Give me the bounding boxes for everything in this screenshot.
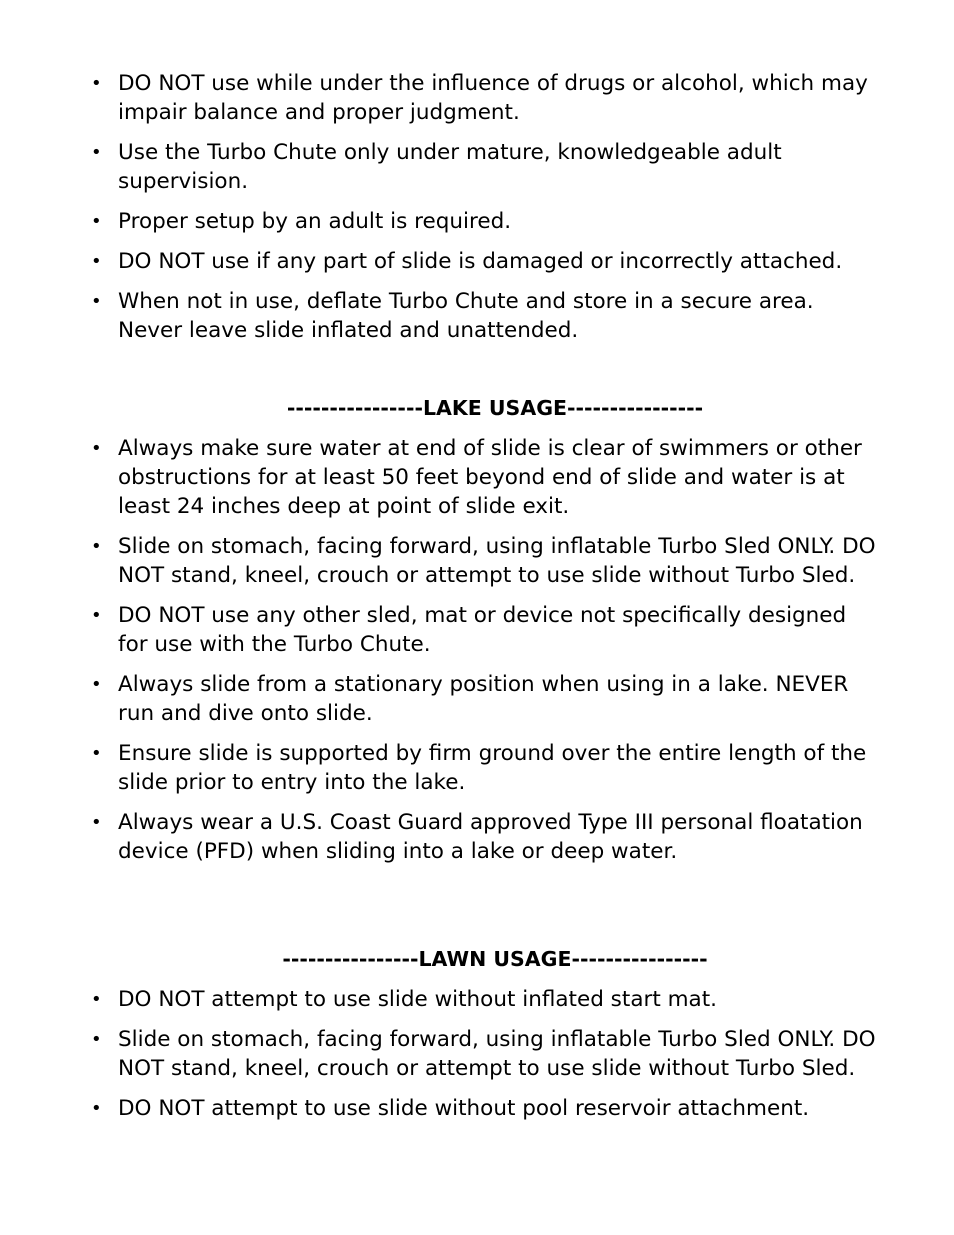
bullet-icon: • [91,438,102,459]
list-item-text: Slide on stomach, facing forward, using inflatable Turbo Sled ONLY. DO NOT stand, kneel, crouch or attempt to use slide without Turbo Sled. [118,1027,876,1081]
bullet-icon: • [91,1098,102,1119]
lawn-usage-heading: ----------------LAWN USAGE---------------- [282,947,708,971]
bullet-icon: • [91,743,102,764]
list-item [0,138,878,196]
list-item [0,670,878,728]
general-safety-list [0,69,954,356]
list-item-text: Proper setup by an adult is required. [118,209,512,234]
bullet-icon: • [91,211,102,232]
lawn-usage-list [0,985,954,1134]
list-item-text: DO NOT attempt to use slide without pool reservoir attachment. [118,1096,810,1121]
list-item [0,739,878,797]
list-item [0,247,878,276]
bullet-icon: • [91,251,102,272]
bullet-icon: • [91,291,102,312]
list-item [0,69,878,127]
list-item-text: Always make sure water at end of slide is clear of swimmers or other obstructions for at least 50 feet beyond end of slide and water is at least 24 inches deep at point of slide exit. [118,436,862,519]
list-item-text: When not in use, deflate Turbo Chute and store in a secure area. Never leave slide inflated and unattended. [118,289,814,343]
list-item [0,1025,878,1083]
bullet-icon: • [91,142,102,163]
list-item [0,1094,878,1123]
list-item-text: Always slide from a stationary position when using in a lake. NEVER run and dive onto slide. [118,672,849,726]
bullet-icon: • [91,989,102,1010]
bullet-icon: • [91,674,102,695]
list-item-text: DO NOT use while under the influence of drugs or alcohol, which may impair balance and proper judgment. [118,71,868,125]
bullet-icon: • [91,812,102,833]
lake-usage-list [0,434,954,877]
lake-usage-heading: ----------------LAKE USAGE---------------- [286,396,704,420]
list-item [0,532,878,590]
list-item-text: Use the Turbo Chute only under mature, knowledgeable adult supervision. [118,140,782,194]
list-item [0,985,878,1014]
list-item [0,601,878,659]
bullet-icon: • [91,73,102,94]
list-item-text: Slide on stomach, facing forward, using inflatable Turbo Sled ONLY. DO NOT stand, kneel, crouch or attempt to use slide without Turbo Sled. [118,534,876,588]
list-item [0,207,878,236]
bullet-icon: • [91,1029,102,1050]
bullet-icon: • [91,605,102,626]
list-item [0,287,878,345]
list-item-text: DO NOT use any other sled, mat or device not specifically designed for use with the Turbo Chute. [118,603,847,657]
list-item [0,808,878,866]
list-item [0,434,878,521]
list-item-text: Ensure slide is supported by firm ground over the entire length of the slide prior to entry into the lake. [118,741,867,795]
list-item-text: Always wear a U.S. Coast Guard approved Type III personal floatation device (PFD) when sliding into a lake or deep water. [118,810,863,864]
bullet-icon: • [91,536,102,557]
list-item-text: DO NOT attempt to use slide without inflated start mat. [118,987,717,1012]
list-item-text: DO NOT use if any part of slide is damaged or incorrectly attached. [118,249,843,274]
